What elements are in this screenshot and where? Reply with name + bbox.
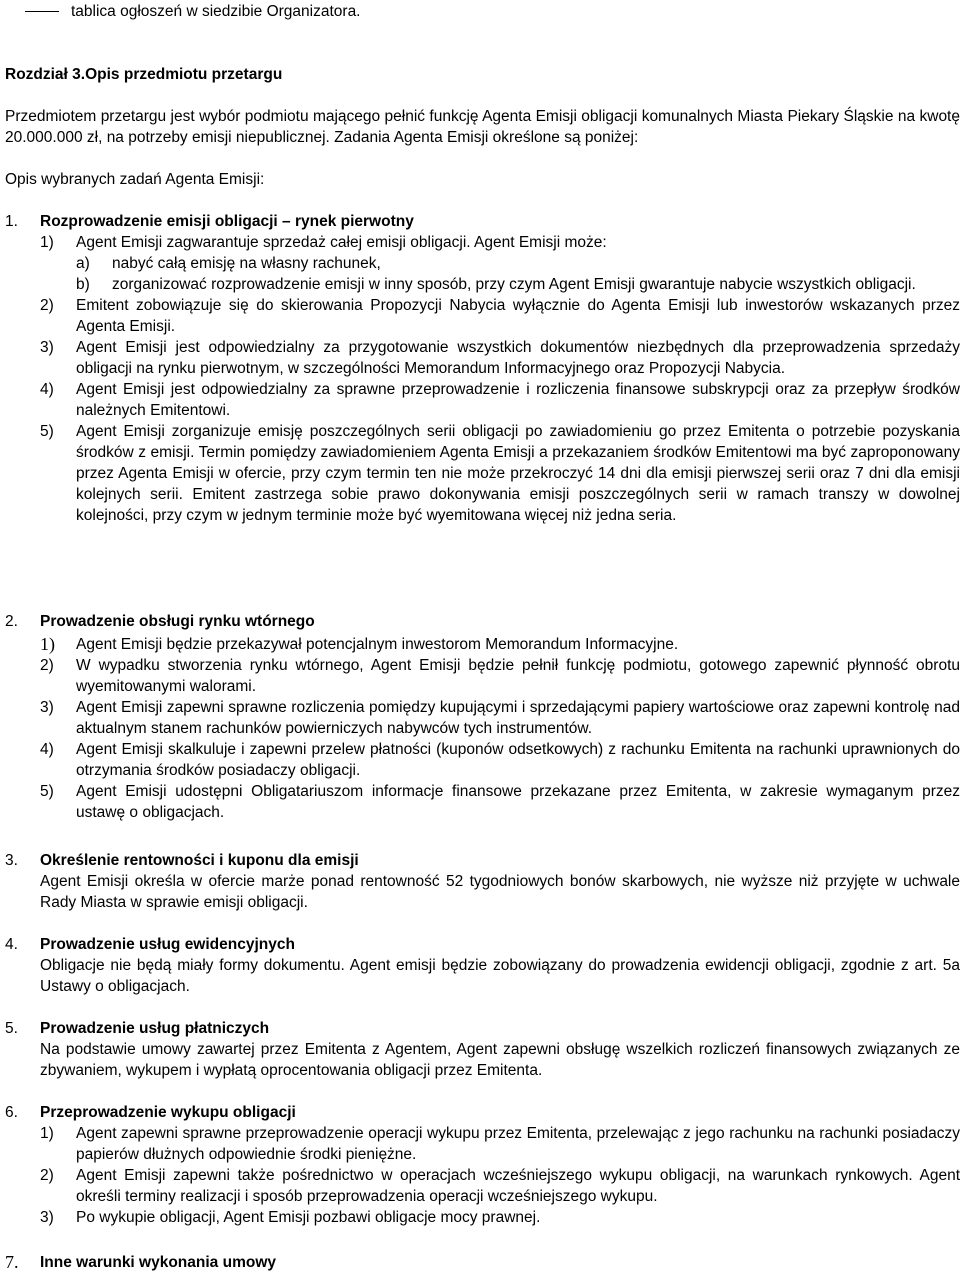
bullet-text: tablica ogłoszeń w siedzibie Organizatora. (71, 3, 361, 20)
chapter-title: Rozdział 3.Opis przedmiotu przetargu (5, 66, 283, 83)
section-title: Inne warunki wykonania umowy (40, 1254, 276, 1271)
section-title: Prowadzenie obsługi rynku wtórnego (40, 613, 315, 630)
list-item (5, 1207, 960, 1228)
section-number: 5. (5, 1020, 18, 1037)
section-number: 3. (5, 852, 18, 869)
item-number: 3) (40, 699, 54, 716)
item-number: 1) (40, 1125, 54, 1142)
item-text: Agent Emisji zapewni także pośrednictwo w operacjach wcześniejszego wykupu obligacji, na warunkach rynkowych. Agent określi terminy realizacji i sposób przeprowadzenia operacji wcześniejszego wykupu. (76, 1167, 960, 1205)
item-text: Agent Emisji będzie przekazywał potencjalnym inwestorom Memorandum Informacyjne. (76, 636, 679, 653)
sub-list-item (5, 253, 960, 274)
item-text: Emitent zobowiązuje się do skierowania Propozycji Nabycia wyłącznie do Agenta Emisji lub inwestorów wskazanych przez Agenta Emisji. (76, 297, 960, 335)
section-body: Obligacje nie będą miały formy dokumentu. Agent emisji będzie zobowiązany do prowadzenia ewidencji obligacji, zgodnie z art. 5a Ustawy o obligacjach. (40, 957, 960, 995)
item-text: Agent Emisji udostępni Obligatariuszom informacje finansowe przekazane przez Emitenta, w zakresie wymaganym przez ustawę o obligacjach. (76, 783, 960, 821)
item-number: 4) (40, 741, 54, 758)
dash-bullet (25, 11, 59, 12)
section-1-header (5, 211, 960, 232)
item-number: 5) (40, 423, 54, 440)
list-item (5, 655, 960, 697)
list-item (5, 1123, 960, 1165)
item-text: Agent Emisji zorganizuje emisję poszczególnych serii obligacji po zawiadomieniu go przez Emitenta o potrzebie pozyskania środków z emisji. Termin pomiędzy zawiadomieniem Agenta Emisji a przekazaniem środków Emitentowi ma być zaproponowany przez Agenta Emisji w ofercie, przy czym termin ten nie może przekroczyć 14 dni dla emisji pierwszej serii oraz 7 dni dla emisji kolejnych serii. Emitent zastrzega sobie prawo dokonywania emisji poszczególnych serii w ramach transzy w dowolnej kolejności, przy czym w jednym terminie może być wyemitowana więcej niż jedna seria. (76, 423, 960, 524)
item-number: 5) (40, 783, 54, 800)
item-text: Agent zapewni sprawne przeprowadzenie operacji wykupu przez Emitenta, przelewając z jego rachunku na rachunki posiadaczy papierów dłużnych odpowiednie środki pieniężne. (76, 1125, 960, 1163)
list-item (5, 739, 960, 781)
section-7-header (5, 1252, 960, 1273)
chapter-intro-2: Opis wybranych zadań Agenta Emisji: (5, 171, 265, 188)
section-4 (5, 934, 960, 997)
section-number: 2. (5, 613, 18, 630)
list-item (5, 337, 960, 379)
sub-item-text: zorganizować rozprowadzenie emisji w inny sposób, przy czym Agent Emisji gwarantuje nabycie wszystkich obligacji. (112, 276, 916, 293)
section-7 (5, 1252, 960, 1273)
section-number: 1. (5, 213, 18, 230)
section-3-header (5, 850, 960, 871)
section-number: 7. (5, 1252, 19, 1272)
section-title: Przeprowadzenie wykupu obligacji (40, 1104, 296, 1121)
list-item (5, 421, 960, 526)
item-text: Agent Emisji zapewni sprawne rozliczenia pomiędzy kupującymi i sprzedającymi papiery wartościowe oraz zapewni kontrolę nad aktualnym stanem rachunków powierniczych nabywców tych instrumentów. (76, 699, 960, 737)
section-6 (5, 1102, 960, 1228)
section-number: 6. (5, 1104, 18, 1121)
section-1 (5, 211, 960, 526)
section-title: Określenie rentowności i kuponu dla emisji (40, 852, 359, 869)
section-3 (5, 850, 960, 913)
item-number: 2) (40, 1167, 54, 1184)
section-body: Na podstawie umowy zawartej przez Emitenta z Agentem, Agent zapewni obsługę wszelkich rozliczeń finansowych związanych ze zbywaniem, wykupem i wypłatą oprocentowania obligacji przez Emitenta. (40, 1041, 960, 1079)
item-number: 3) (40, 339, 54, 356)
item-number: 3) (40, 1209, 54, 1226)
section-number: 4. (5, 936, 18, 953)
section-4-header (5, 934, 960, 955)
list-item (5, 379, 960, 421)
list-item (5, 697, 960, 739)
item-number: 1) (40, 634, 55, 654)
sub-item-letter: a) (76, 255, 90, 272)
item-text: Agent Emisji jest odpowiedzialny za sprawne przeprowadzenie i rozliczenia finansowe subskrypcji oraz za przepływ środków należnych Emitentowi. (76, 381, 960, 419)
item-text: Agent Emisji zagwarantuje sprzedaż całej emisji obligacji. Agent Emisji może: (76, 234, 607, 251)
list-item (5, 232, 960, 253)
item-text: Agent Emisji jest odpowiedzialny za przygotowanie wszystkich dokumentów niezbędnych dla przeprowadzenia sprzedaży obligacji na rynku pierwotnym, w szczególności Memorandum Informacyjnego oraz Propozycji Nabycia. (76, 339, 960, 377)
chapter-intro: Przedmiotem przetargu jest wybór podmiotu mającego pełnić funkcję Agenta Emisji obligacji komunalnych Miasta Piekary Śląskie na kwotę 20.000.000 zł, na potrzeby emisji niepublicznej. Zadania Agenta Emisji określone są poniżej: (5, 108, 960, 146)
item-text: W wypadku stworzenia rynku wtórnego, Agent Emisji będzie pełnił funkcję podmiotu, gotowego zapewnić płynność obrotu wyemitowanymi walorami. (76, 657, 960, 695)
list-item (5, 295, 960, 337)
item-text: Po wykupie obligacji, Agent Emisji pozbawi obligacje mocy prawnej. (76, 1209, 541, 1226)
item-number: 2) (40, 297, 54, 314)
section-title: Prowadzenie usług płatniczych (40, 1020, 270, 1037)
sub-item-letter: b) (76, 276, 90, 293)
section-title: Prowadzenie usług ewidencyjnych (40, 936, 295, 953)
list-item (5, 634, 960, 655)
item-text: Agent Emisji skalkuluje i zapewni przelew płatności (kuponów odsetkowych) z rachunku Emitenta na rachunki uprawnionych do otrzymania środków posiadaczy obligacji. (76, 741, 960, 779)
item-number: 4) (40, 381, 54, 398)
section-2 (5, 611, 960, 823)
list-item (5, 1165, 960, 1207)
section-2-header (5, 611, 960, 632)
bullet-line (25, 1, 361, 22)
section-6-header (5, 1102, 960, 1123)
section-5 (5, 1018, 960, 1081)
sub-list-item (5, 274, 960, 295)
section-5-header (5, 1018, 960, 1039)
section-body: Agent Emisji określa w ofercie marże ponad rentowność 52 tygodniowych bonów skarbowych, nie wyższe niż przyjęte w uchwale Rady Miasta w sprawie emisji obligacji. (40, 873, 960, 911)
item-number: 1) (40, 234, 54, 251)
item-number: 2) (40, 657, 54, 674)
list-item (5, 781, 960, 823)
sub-item-text: nabyć całą emisję na własny rachunek, (112, 255, 381, 272)
section-title: Rozprowadzenie emisji obligacji – rynek pierwotny (40, 213, 414, 230)
